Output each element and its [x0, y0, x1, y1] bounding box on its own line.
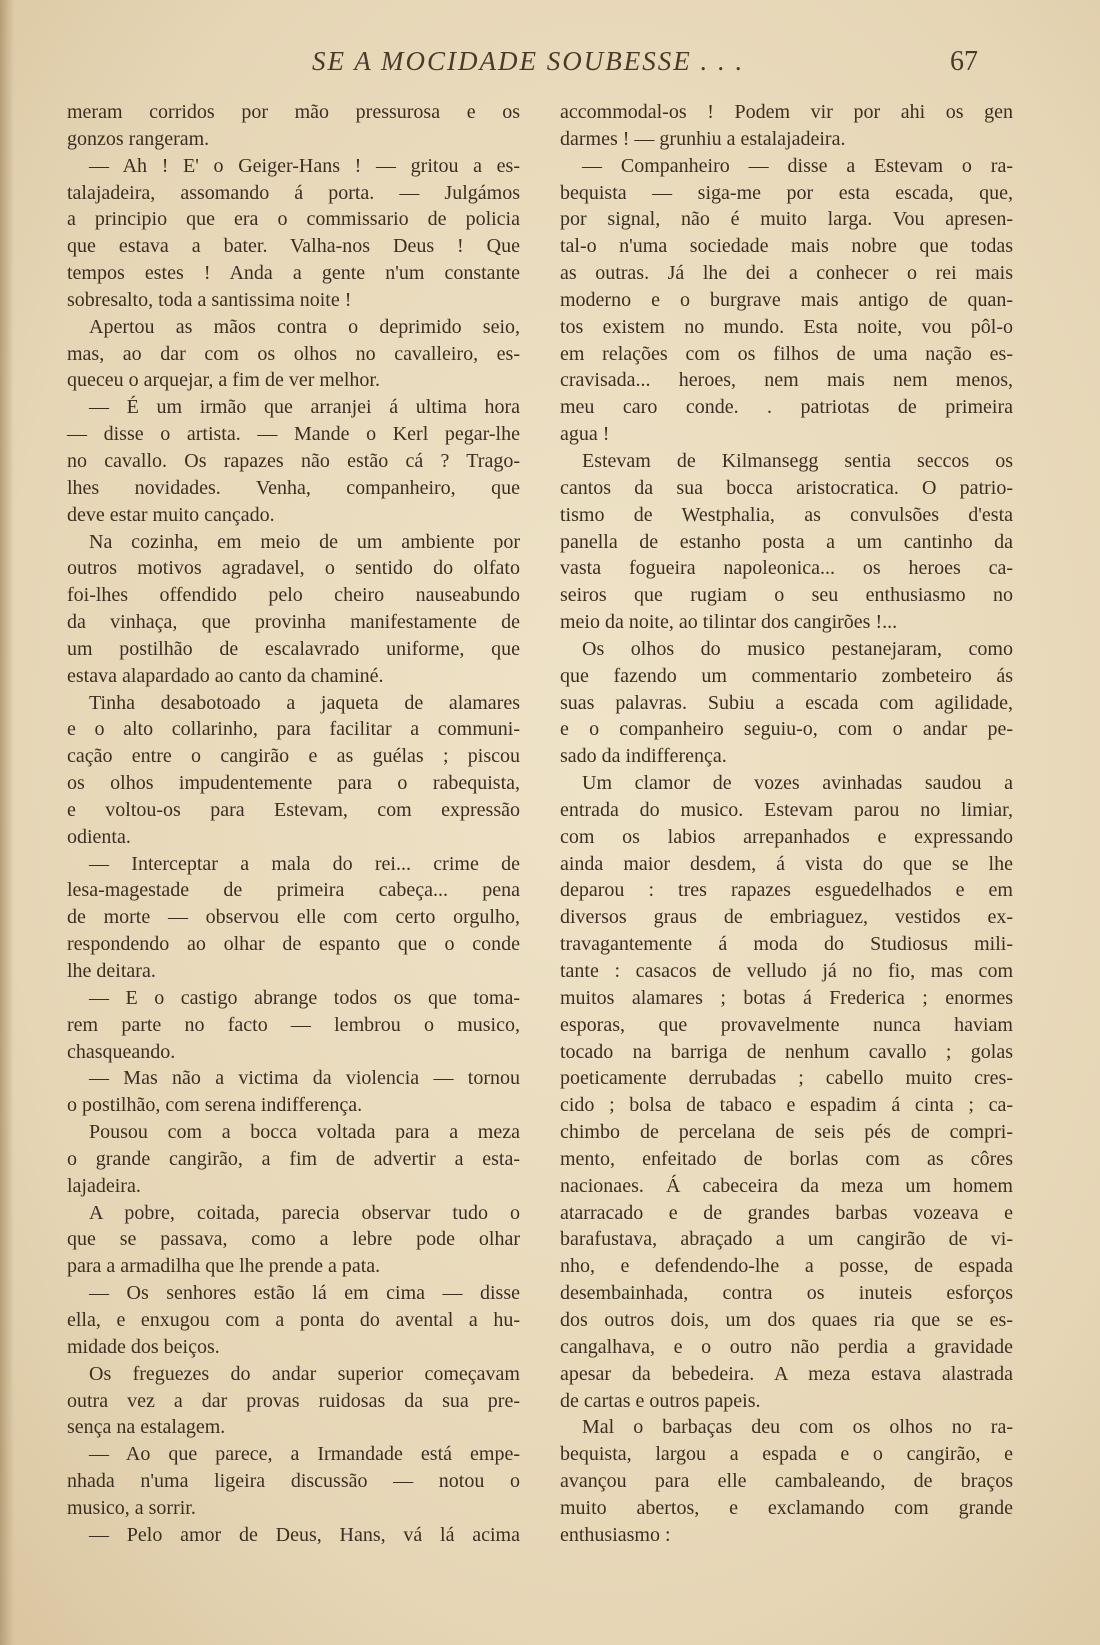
- text-line: sobresalto, toda a santissima noite !: [67, 288, 352, 311]
- text-line: o postilhão, com serena indifferença.: [67, 1094, 363, 1117]
- text-line: o grande cangirão, a fim de advertir a esta-: [67, 1147, 520, 1170]
- text-line: poeticamente derrubadas ; cabello muito cres-: [560, 1067, 1013, 1090]
- text-line: Pousou com a bocca voltada para a meza: [89, 1121, 520, 1144]
- text-line: que estava a bater. Valha-nos Deus ! Que: [67, 235, 520, 258]
- text-line: meio da noite, ao tilintar dos cangirões !...: [560, 611, 898, 634]
- text-line: esporas, que provavelmente nunca haviam: [560, 1013, 1013, 1036]
- text-line: sença na estalagem.: [67, 1416, 226, 1439]
- text-line: as outras. Já lhe dei a conhecer o rei mais: [560, 262, 1013, 285]
- text-line: darmes ! — grunhiu a estalajadeira.: [560, 127, 846, 150]
- text-line: lajadeira.: [67, 1174, 141, 1197]
- page-number: 67: [950, 46, 978, 77]
- text-line: cantos da sua bocca aristocratica. O patrio-: [560, 476, 1013, 499]
- text-line: apesar da bebedeira. A meza estava alastrada: [560, 1362, 1013, 1385]
- text-line: — E o castigo abrange todos os que toma-: [89, 986, 520, 1009]
- text-line: lesa-magestade de primeira cabeça... pena: [67, 879, 520, 902]
- text-line: e voltou-os para Estevam, com expressão: [67, 798, 520, 821]
- text-line: — Ao que parece, a Irmandade está empe-: [89, 1443, 520, 1466]
- text-line: — Pelo amor de Deus, Hans, vá lá acima: [89, 1523, 520, 1546]
- text-line: um postilhão de escalavrado uniforme, que: [67, 637, 520, 660]
- text-line: queceu o arquejar, a fim de ver melhor.: [67, 369, 380, 392]
- text-line: odienta.: [67, 825, 131, 848]
- text-line: Na cozinha, em meio de um ambiente por: [89, 530, 520, 553]
- text-line: sado da indifferença.: [560, 745, 727, 768]
- text-line: cido ; bolsa de tabaco e espadim á cinta ; ca-: [560, 1094, 1013, 1117]
- text-line: chimbo de percelana de seis pés de compri-: [560, 1121, 1013, 1144]
- text-line: Mal o barbaças deu com os olhos no ra-: [582, 1416, 1013, 1439]
- text-line: estava alapardado ao canto da chaminé.: [67, 664, 384, 687]
- text-line: suas palavras. Subiu a escada com agilidade,: [560, 691, 1013, 714]
- text-line: lhes novidades. Venha, companheiro, que: [67, 476, 520, 499]
- text-line: desembainhada, contra os inuteis esforços: [560, 1282, 1013, 1305]
- text-line: da vinhaça, que provinha manifestamente de: [67, 611, 520, 634]
- text-line: para a armadilha que lhe prende a pata.: [67, 1255, 381, 1278]
- text-line: mento, enfeitado de borlas com as côres: [560, 1147, 1013, 1170]
- text-line: diversos graus de embriaguez, vestidos ex-: [560, 906, 1013, 929]
- text-line: ella, e enxugou com a ponta do avental a hu-: [67, 1308, 520, 1331]
- text-line: — Os senhores estão lá em cima — disse: [89, 1282, 520, 1305]
- text-line: — Mas não a victima da violencia — tornou: [89, 1067, 520, 1090]
- text-line: accommodal-os ! Podem vir por ahi os gen: [560, 101, 1013, 123]
- text-line: talajadeira, assomando á porta. — Julgámos: [67, 181, 520, 204]
- text-line: nho, e defendendo-lhe a posse, de espada: [560, 1255, 1013, 1278]
- text-line: entrada do musico. Estevam parou no limiar,: [560, 798, 1013, 821]
- text-line: meram corridos por mão pressurosa e os: [67, 101, 520, 123]
- text-line: de morte — observou elle com certo orgulho,: [67, 906, 520, 929]
- text-line: — disse o artista. — Mande o Kerl pegar-lhe: [67, 423, 520, 446]
- text-line: por signal, não é muito larga. Vou apresen-: [560, 208, 1013, 231]
- running-title: SE A MOCIDADE SOUBESSE . . .: [312, 46, 745, 76]
- text-line: enthusiasmo :: [560, 1523, 671, 1546]
- text-line: e o companheiro seguiu-o, com o andar pe-: [560, 718, 1013, 741]
- text-line: panella de estanho posta a um cantinho da: [560, 530, 1013, 553]
- text-line: de cartas e outros papeis.: [560, 1389, 761, 1412]
- text-line: Um clamor de vozes avinhadas saudou a: [582, 772, 1013, 795]
- text-line: nhada n'uma ligeira discussão — notou o: [67, 1470, 520, 1493]
- left-text-column: [67, 99, 520, 1549]
- text-line: foi-lhes offendido pelo cheiro nauseabundo: [67, 584, 520, 607]
- text-line: barafustava, abraçado a um cangirão de vi-: [560, 1228, 1013, 1251]
- text-line: bequista — siga-me por esta escada, que,: [560, 181, 1013, 204]
- text-line: cação entre o cangirão e as guélas ; piscou: [67, 745, 520, 768]
- text-line: tal-o n'uma sociedade mais nobre que todas: [560, 235, 1013, 258]
- text-line: outra vez a dar provas ruidosas da sua pre-: [67, 1389, 520, 1412]
- text-line: — Interceptar a mala do rei... crime de: [89, 852, 520, 875]
- text-line: a principio que era o commissario de policia: [67, 208, 520, 231]
- text-line: muitos alamares ; botas á Frederica ; enormes: [560, 986, 1013, 1009]
- text-line: outros motivos agradavel, o sentido do olfato: [67, 557, 520, 580]
- text-line: vasta fogueira napoleonica... os heroes ca-: [560, 557, 1013, 580]
- text-line: os olhos impudentemente para o rabequista,: [67, 772, 520, 795]
- text-line: com os labios arrepanhados e expressando: [560, 825, 1013, 848]
- text-line: Apertou as mãos contra o deprimido seio,: [89, 315, 520, 338]
- text-line: A pobre, coitada, parecia observar tudo o: [89, 1201, 520, 1224]
- text-line: tos existem no mundo. Esta noite, vou pôl-o: [560, 315, 1013, 338]
- text-line: mas, ao dar com os olhos no cavalleiro, es-: [67, 342, 520, 365]
- text-line: atarracado e de grandes barbas vozeava e: [560, 1201, 1013, 1224]
- text-line: tocado na barriga de nenhum cavallo ; golas: [560, 1040, 1013, 1063]
- text-line: deve estar muito cançado.: [67, 503, 275, 526]
- text-line: cravisada... heroes, nem mais nem menos,: [560, 369, 1013, 392]
- page-spine-shadow: [0, 0, 14, 1645]
- text-line: dos outros dois, um dos quaes ria que se es-: [560, 1308, 1013, 1331]
- text-line: — É um irmão que arranjei á ultima hora: [89, 396, 520, 419]
- page-header: [300, 46, 980, 86]
- text-line: moderno e o burgrave mais antigo de quan-: [560, 288, 1013, 311]
- text-line: e o alto collarinho, para facilitar a communi-: [67, 718, 520, 741]
- text-line: seiros que rugiam o seu enthusiasmo no: [560, 584, 1013, 607]
- text-line: lhe deitara.: [67, 960, 156, 982]
- text-line: que fazendo um commentario zombeteiro ás: [560, 664, 1013, 687]
- text-line: respondendo ao olhar de espanto que o conde: [67, 933, 520, 956]
- text-line: musico, a sorrir.: [67, 1496, 196, 1519]
- text-line: chasqueando.: [67, 1040, 176, 1063]
- text-line: nacionaes. Á cabeceira da meza um homem: [560, 1174, 1013, 1197]
- text-line: Os freguezes do andar superior começavam: [89, 1362, 520, 1385]
- text-line: no cavallo. Os rapazes não estão cá ? Trago-: [67, 449, 520, 472]
- text-line: gonzos rangeram.: [67, 127, 210, 150]
- text-line: bequista, largou a espada e o cangirão, e: [560, 1443, 1013, 1466]
- text-line: avançou para elle cambaleando, de braços: [560, 1470, 1013, 1493]
- text-line: rem parte no facto — lembrou o musico,: [67, 1013, 520, 1036]
- text-line: cangalhava, e o outro não perdia a gravidade: [560, 1335, 1013, 1358]
- text-line: muito abertos, e exclamando com grande: [560, 1496, 1013, 1519]
- text-line: tismo de Westphalia, as convulsões d'esta: [560, 503, 1013, 526]
- text-line: midade dos beiços.: [67, 1335, 220, 1358]
- text-line: tempos estes ! Anda a gente n'um constante: [67, 262, 520, 285]
- text-line: meu caro conde. . patriotas de primeira: [560, 396, 1013, 419]
- text-line: Os olhos do musico pestanejaram, como: [582, 637, 1013, 660]
- text-line: em relações com os filhos de uma nação es-: [560, 342, 1013, 365]
- text-line: que se passava, como a lebre pode olhar: [67, 1228, 520, 1251]
- text-line: Tinha desabotoado a jaqueta de alamares: [89, 691, 520, 714]
- text-line: deparou : tres rapazes esguedelhados e em: [560, 879, 1013, 902]
- text-line: travagantemente á moda do Studiosus mili-: [560, 933, 1013, 956]
- text-line: — Companheiro — disse a Estevam o ra-: [582, 154, 1013, 177]
- text-line: ainda maior desdem, á vista do que se lhe: [560, 852, 1013, 875]
- text-line: tante : casacos de velludo já no fio, mas com: [560, 960, 1013, 982]
- text-line: — Ah ! E' o Geiger-Hans ! — gritou a es-: [89, 154, 520, 177]
- right-text-column: [560, 99, 1013, 1549]
- text-line: Estevam de Kilmansegg sentia seccos os: [582, 449, 1013, 472]
- text-line: agua !: [560, 423, 610, 446]
